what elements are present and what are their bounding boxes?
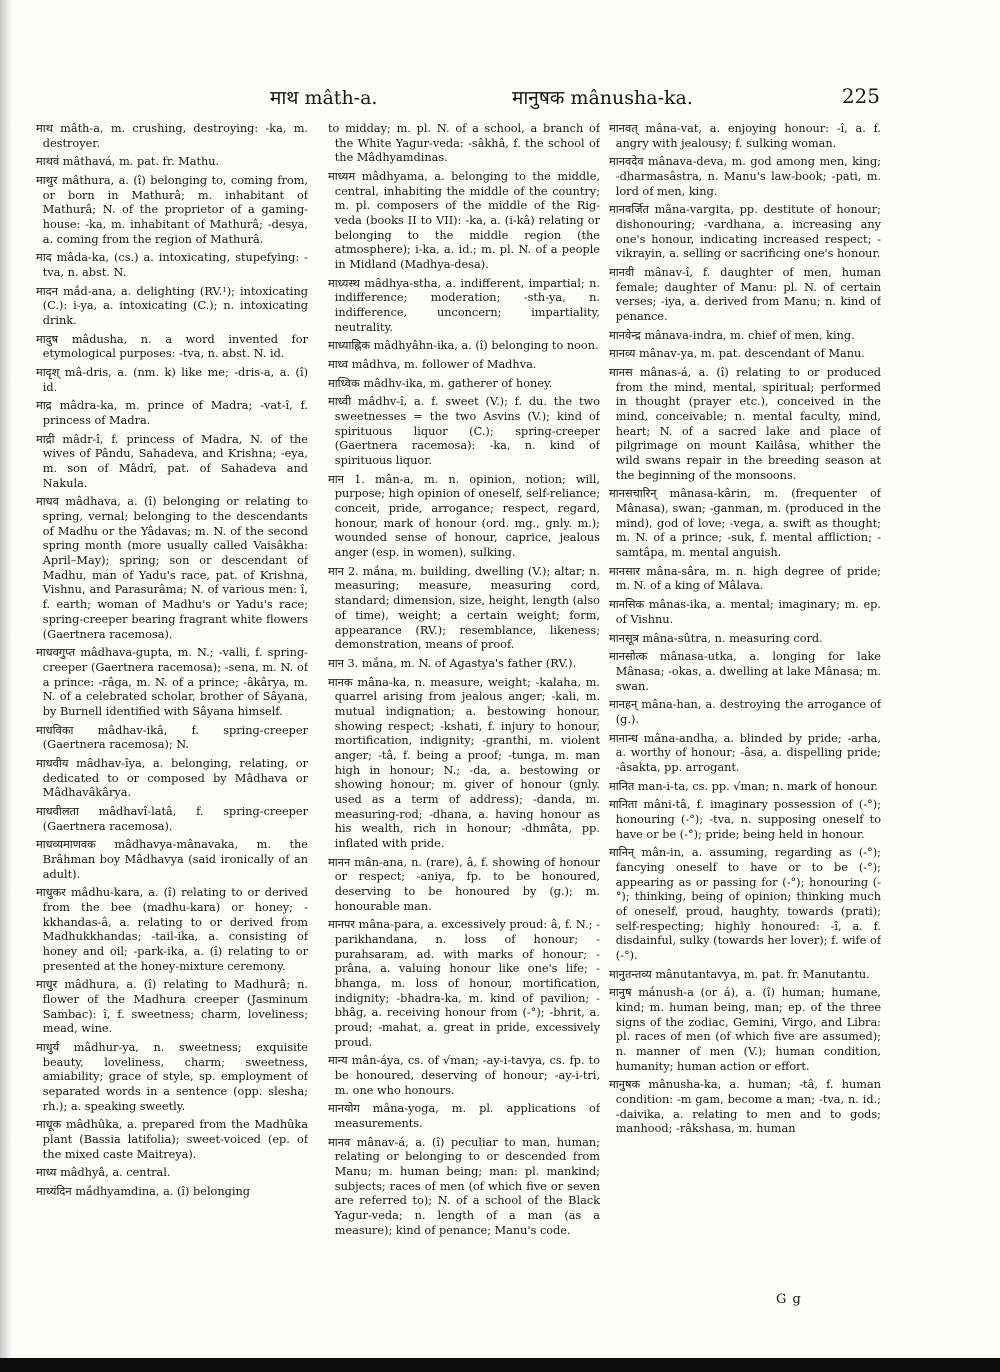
dictionary-entry: माथ mâth-a, m. crushing, destroying: -ka, m. destroyer. <box>36 122 308 150</box>
dictionary-entry: मानन mân-ana, n. (rare), â, f. showing of honour or respect; -aniya, fp. to be honoured, deserving to be honoured by (g.); m. honourable man. <box>328 855 600 913</box>
dictionary-entry: माधवीय mâdhav-îya, a. belonging, relating, or dedicated to or composed by Mâdhava or Mâdhavâkârya. <box>36 756 308 800</box>
dictionary-entry: मानसोत्क mânasa-utka, a. longing for lake Mânasa; -okas, a. dwelling at lake Mânasa; m. swan. <box>609 650 881 693</box>
column-1 <box>36 122 308 1332</box>
dictionary-entry: माथवं mâthavá, m. pat. fr. Mathu. <box>36 155 220 169</box>
dictionary-entry: माध्याह्निक mâdhyâhn-ika, a. (î) belonging to noon. <box>328 339 599 353</box>
dictionary-entry: माधूक mâdhûka, a. prepared from the Madhûka plant (Bassia latifolia); sweet-voiced (ep. of the mixed caste Maitreya). <box>36 1118 308 1161</box>
dictionary-entry: मानहन् mâna-han, a. destroying the arrogance of (g.). <box>609 698 881 726</box>
dictionary-entry: मानित man-i-ta, cs. pp. √man; n. mark of honour. <box>609 779 879 793</box>
dictionary-entry: माध्य mâdhyâ, a. central. <box>36 1166 171 1180</box>
dictionary-entry: मानसूत्र mâna-sûtra, n. measuring cord. <box>609 631 823 645</box>
dictionary-entry: मानव्य mânav-ya, m. pat. descendant of Manu. <box>609 347 865 361</box>
dictionary-entry: माधवीलता mâdhavî-latâ, f. spring-creeper (Gaertnera racemosa). <box>36 804 308 833</box>
page-header <box>30 84 880 112</box>
column-3 <box>609 122 881 1332</box>
dictionary-entry: मानस mânas-á, a. (î) relating to or produced from the mind, mental, spiritual; performed in thought (prayer etc.), conceived in the mind, conceivable; n. mental faculty, mind, heart; N. of a sacred lake and place of pilgrimage on mount Kailâsa, whither the wild swans repair in the breeding season at the beginning of the monsoons. <box>609 366 881 482</box>
dictionary-entry: मानसिक mânas-ika, a. mental; imaginary; m. ep. of Vishnu. <box>609 598 881 626</box>
header-left-guide-word: माथ mâth-a. <box>270 87 378 109</box>
dictionary-entry: मानिता mâni-tâ, f. imaginary possession of (-°); honouring (-°); -tva, n. supposing oneself to have or be (-°); pride; being held in honour. <box>609 798 881 841</box>
dictionary-entry: माधव्यमाणवक mâdhavya-mânavaka, m. the Brâhman boy Mâdhavya (said ironically of an adult). <box>36 838 308 881</box>
dictionary-entry: to midday; m. pl. N. of a school, a branch of the White Yagur-veda: -sâkhâ, f. the school of the Mâdhyamdinas. <box>328 122 600 165</box>
dictionary-entry: मादृश् mâ-dris, a. (nm. k) like me; -dris-a, a. (î) id. <box>36 366 308 394</box>
dictionary-entry: माधुकर mâdhu-kara, a. (î) relating to or derived from the bee (madhu-kara) or honey; -kkhandas-â, a. relating to or derived from Madhukkhandas; -tail-ika, a. consisting of honey and oil; -park-ika, a. (î) relating to or presented at the honey-mixture ceremony. <box>36 886 308 973</box>
dictionary-entry: माधव mâdhava, a. (î) belonging or relating to spring, vernal; belonging to the descendants of Madhu or the Yâdavas; m. N. of the second spring month (more usually called Vaisâkha: April–May); spring; son or descendant of Madhu, man of Yadu's race, pat. of Krishna, Vishnu, and Parasurâma; N. of various men: î, f. earth; woman of Madhu's or Yadu's race; spring-creeper bearing fragrant white flowers (Gaertnera racemosa). <box>36 495 308 641</box>
dictionary-entry: मानान्ध mâna-andha, a. blinded by pride; -arha, a. worthy of honour; -âsa, a. dispelling pride; -âsakta, pp. arrogant. <box>609 731 881 774</box>
dictionary-entry: मानयोग mâna-yoga, m. pl. applications of measurements. <box>328 1102 600 1130</box>
dictionary-entry: माध्यंदिन mắdhyamdina, a. (î) belonging <box>36 1185 250 1199</box>
dictionary-entry: माध्यम mâdhyama, a. belonging to the middle, central, inhabiting the middle of the country; m. pl. composers of the middle of the Rig-veda (books II to VII): -ka, a. (i-kâ) relating or belonging to the middle region (the atmosphere); i-ka, a. id.; m. pl. N. of a people in Midland (Madhya-desa). <box>328 170 600 272</box>
scan-bottom-edge <box>0 1358 1000 1372</box>
dictionary-entry: मादुष mâdusha, n. a word invented for etymological purposes: -tva, n. abst. N. id. <box>36 332 308 361</box>
dictionary-entry: मान्य mân-áya, cs. of √man; -ay-i-tavya, cs. fp. to be honoured, deserving of honour; -ay-i-tri, m. one who honours. <box>328 1054 600 1097</box>
dictionary-entry: माध्विक mâdhv-ika, m. gatherer of honey. <box>328 376 553 390</box>
dictionary-entry: मानपर mâna-para, a. excessively proud: â, f. N.; -parikhandana, n. loss of honour; -purahsaram, ad. with marks of honour; -prâna, a. valuing honour like one's life; -bhanga, m. loss of honour, mortification, indignity; -bhadra-ka, m. kind of pavilion; -bhâg, a. receiving honour from (-°); -bhrit, a. proud; -mahat, a. great in pride, excessively proud. <box>328 918 600 1049</box>
dictionary-entry: मानुष mắnush-a (or á), a. (î) human; humane, kind; m. human being, man; ep. of the three signs of the zodiac, Gemini, Virgo, and Libra: pl. races of men (of which five are assumed); n. manner of men (V.); human condition, humanity; human action or effort. <box>609 986 881 1073</box>
dictionary-entry: मानुषक mânusha-ka, a. human; -tâ, f. human condition: -m gam, become a man; -tva, n. id.; -daivika, a. relating to men and to gods; manhood; -râkshasa, m. human <box>609 1078 881 1136</box>
signature-mark: G g <box>776 1292 802 1307</box>
dictionary-entry: मानक mâna-ka, n. measure, weight; -kalaha, m. quarrel arising from jealous anger; -kali, m. mutual indignation; a. bestowing honour, showing respect; -kshati, f. injury to honour, mortification, indignity; -granthi, m. violent anger; -tâ, f. being a proof; -tunga, m. man high in honour; N.; -da, a. bestowing or showing honour; m. giver of honour (gnly. used as a term of address); -danda, m. measuring-rod; -dhana, a. having honour as his wealth, rich in honour; -dhmâta, pp. inflated with pride. <box>328 675 600 850</box>
column-2 <box>328 122 600 1332</box>
dictionary-entry: माध्वी mâdhv-î, a. f. sweet (V.); f. du. the two sweetnesses = the two Asvins (V.); kind of spirituous liquor (C.); spring-creeper (Gaertnera racemosa): -ka, n. kind of spirituous liquor. <box>328 395 600 468</box>
dictionary-entry: माधुर्य mâdhur-ya, n. sweetness; exquisite beauty, loveliness, charm; sweetness, amiability; grace of style, sp. employment of separated words in a sentence (opp. slesha; rh.); a. speaking sweetly. <box>36 1040 308 1113</box>
dictionary-entry: मानुतन्तव्य mânutantavya, m. pat. fr. Manutantu. <box>609 967 870 981</box>
dictionary-entry: मानिन् mân-in, a. assuming, regarding as (-°); fancying oneself to have or to be (-°); appearing as or passing for (-°); honouring (-°); thinking, being of opinion; thinking much of oneself, proud, haughty, towards (prati); self-respecting; highly honoured: -î, a. f. disdainful, sulky (towards her lover); f. wife of (-°). <box>609 846 881 962</box>
dictionary-entry: माथुर mâthura, a. (î) belonging to, coming from, or born in Mathurâ; m. inhabitant of Mathurâ; N. of the proprietor of a gaming-house: -ka, m. inhabitant of Mathurâ; -desya, a. coming from the region of Mathurâ. <box>36 174 308 246</box>
page-number: 225 <box>841 84 880 108</box>
dictionary-entry: मान 3. mắna, m. N. of Agastya's father (RV.). <box>328 656 577 670</box>
dictionary-entry: मादन mắd-ana, a. delighting (RV.¹); intoxicating (C.): i-ya, a. intoxicating (C.); n. intoxicating drink. <box>36 284 308 328</box>
dictionary-entry: मानवेन्द्र mânava-indra, m. chief of men, king. <box>609 328 855 342</box>
dictionary-entry: मानवर्जित mâna-vargita, pp. destitute of honour; dishonouring; -vardhana, a. increasing any one's honour, indicating increased respect; -vikrayin, a. selling or sacrificing one's honour. <box>609 203 881 261</box>
dictionary-entry: मानवत् mâna-vat, a. enjoying honour: -î, a. f. angry with jealousy; f. sulking woman. <box>609 122 881 150</box>
dictionary-entry: मानसचारिन् mânasa-kârin, m. (frequenter of Mânasa), swan; -ganman, m. (produced in the mind), god of love; -vega, a. swift as thought; m. N. of a prince; -suk, f. mental affliction; -samtâpa, m. mental anguish. <box>609 487 881 560</box>
page-edge-shadow <box>0 0 12 1372</box>
dictionary-entry: माधुर mâdhura, a. (î) relating to Madhurâ; n. flower of the Madhura creeper (Jasminum Sambac): î, f. sweetness; charm, loveliness; mead, wine. <box>36 978 308 1036</box>
dictionary-entry: माद्री mâdr-î, f. princess of Madra, N. of the wives of Pându, Sahadeva, and Krishna; -eya, m. son of Mâdrî, pat. of Sahadeva and Nakula. <box>36 432 308 490</box>
dictionary-entry: मानसार mâna-sâra, m. n. high degree of pride; m. N. of a king of Mâlava. <box>609 564 881 593</box>
dictionary-entry: माद mâda-ka, (cs.) a. intoxicating, stupefying: -tva, n. abst. N. <box>36 251 308 280</box>
dictionary-entry: माद्र mâdra-ka, m. prince of Madra; -vat-î, f. princess of Madra. <box>36 399 308 428</box>
dictionary-entry: मान 1. mân-a, m. n. opinion, notion; will, purpose; high opinion of oneself, self-reliance; conceit, pride, arrogance; respect, regard, honour, mark of honour (ord. mg., gnly. m.); wounded sense of honour, caprice, jealous anger (esp. in women), sulking. <box>328 472 600 560</box>
dictionary-entry: मान 2. mắna, m. building, dwelling (V.); altar; n. measuring; measure, measuring cord, standard; dimension, size, height, length (also of time), weight; a certain weight; form, appearance (RV.); resemblance, likeness; demonstration, means of proof. <box>328 564 600 652</box>
dictionary-entry: माध्यस्थ mâdhya-stha, a. indifferent, impartial; n. indifference; moderation; -sth-ya, n. indifference, unconcern; impartiality, neutrality. <box>328 276 600 334</box>
dictionary-entry: मानव mânav-á, a. (î) peculiar to man, human; relating or belonging to or descended from Manu; m. human being; man: pl. mankind; subjects; races of men (of which five or seven are referred to); N. of a school of the Black Yagur-veda; n. length of a man (as a measure); kind of penance; Manu's code. <box>328 1135 600 1237</box>
dictionary-entry: माधवगुप्त mâdhava-gupta, m. N.; -valli, f. spring-creeper (Gaertnera racemosa); -sena, m. N. of a prince: -râga, m. N. of a prince; -âkârya, m. N. of a celebrated scholar, brother of Sâyana, by Burnell identified with Sâyana himself. <box>36 646 308 718</box>
dictionary-entry: मानवी mânav-î, f. daughter of men, human female; daughter of Manu: pl. N. of certain verses; -iya, a. derived from Manu; n. kind of penance. <box>609 266 881 324</box>
dictionary-entry: माधविका mâdhav-ikâ, f. spring-creeper (Gaertnera racemosa); N. <box>36 723 308 752</box>
dictionary-entry: माध्व mâdhva, m. follower of Madhva. <box>328 358 537 372</box>
header-right-guide-word: मानुषक mânusha-ka. <box>512 87 693 109</box>
dictionary-entry: मानवदेव mânava-deva, m. god among men, king; -dharmasâstra, n. Manu's law-book; -pati, m. lord of men, king. <box>609 155 881 198</box>
